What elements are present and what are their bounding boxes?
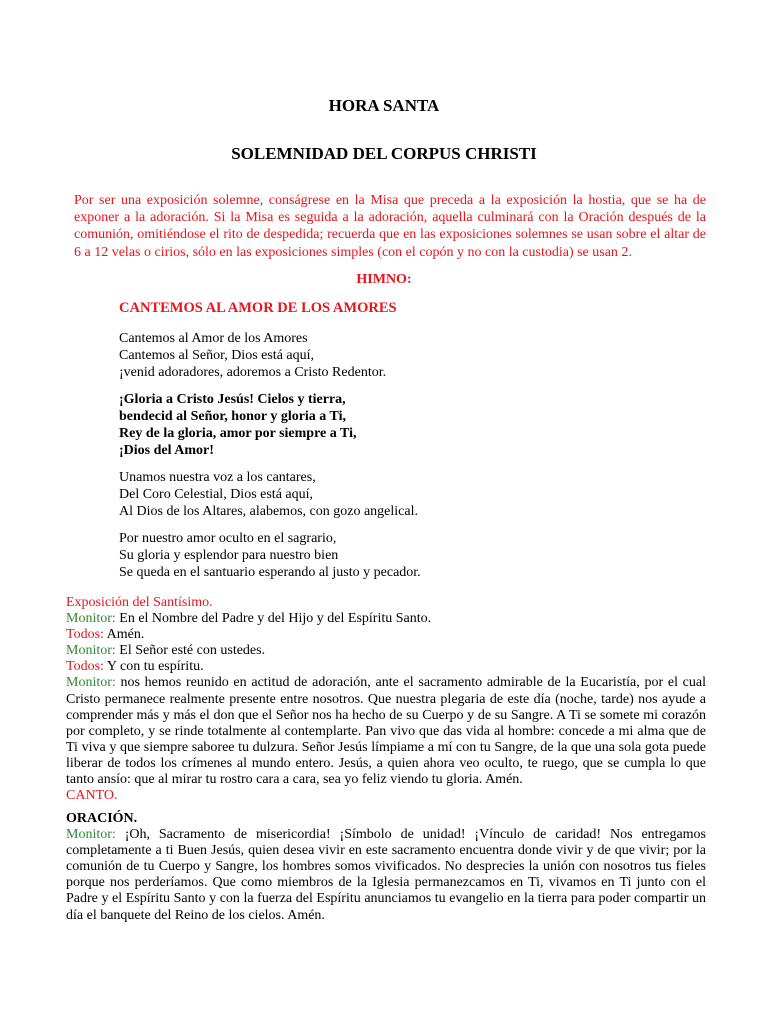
page-title: HORA SANTA: [328, 96, 440, 115]
dialogue-text: Y con tu espíritu.: [103, 659, 204, 675]
hymn-stanza-1: [119, 330, 679, 381]
todos-label: Todos:: [66, 659, 104, 675]
dialogue-text: El Señor esté con ustedes.: [115, 643, 266, 659]
monitor-label: Monitor:: [66, 675, 116, 691]
monitor-label: Monitor:: [66, 827, 116, 843]
dialogue-text: Amén.: [103, 627, 145, 643]
hymn-line: ¡Dios del Amor!: [119, 443, 214, 458]
exposicion-heading: Exposición del Santísimo.: [66, 595, 213, 610]
oracion-text: ¡Oh, Sacramento de misericordia! ¡Símbolo de unidad! ¡Vínculo de caridad! Nos entregamos completamente a ti Buen Jesús, quien desea vivir en este sacramento encuentra donde vivir y de que vivir; por la comunión de tu Cuerpo y Sangre, los hombres somos vivificados. No desprecies la unión con nosotros tus fieles porque nos perderíamos. Que como miembros de la Iglesia permanezcamos en Ti, vivamos en Ti junto con el Padre y el Espíritu Santo y con la fuerza del Espíritu anunciamos tu evangelio en la tierra para poder compartir un día el banquete del Reino de los cielos. Amén.: [66, 827, 706, 923]
hymn-chorus: [119, 391, 679, 459]
liturgy-section: [66, 595, 706, 804]
todos-label: Todos:: [66, 627, 104, 643]
hymn-line: Del Coro Celestial, Dios está aquí,: [119, 487, 314, 502]
reflection-text: nos hemos reunido en actitud de adoración, ante el sacramento admirable de la Eucaristía, por el cual Cristo permanece realmente presente entre nosotros. Que nuestra plegaria de este día (noche, tarde) nos ayude a comprender más y más el don que el Señor nos ha hecho de su Cuerpo y de su Sangre. A Ti se somete mi corazón por completo, y se rinde totalmente al contemplarte. Pan vivo que das vida al hombre: concede a mi alma que de Ti viva y que siempre saboree tu dulzura. Señor Jesús límpiame a mí con tu Sangre, de la que una sola gota puede liberar de todos los crímenes al mundo entero. Jesús, a quien ahora veo oculto, te ruego, que se cumpla lo que tanto ansío: que al mirar tu rostro cara a cara, sea yo feliz viendo tu gloria. Amén.: [66, 675, 706, 788]
dialogue-line: [66, 659, 706, 675]
hymn-line: Cantemos al Señor, Dios está aquí,: [119, 348, 315, 363]
hymn-line: Se queda en el santuario esperando al justo y pecador.: [119, 565, 421, 580]
himno-label: HIMNO:: [356, 272, 412, 287]
hymn-line: Su gloria y esplendor para nuestro bien: [119, 548, 339, 563]
monitor-reflection: [66, 675, 706, 788]
hymn-stanza-3: [119, 530, 679, 581]
oracion-paragraph: [66, 827, 706, 924]
hymn-line: Unamos nuestra voz a los cantares,: [119, 470, 316, 485]
hymn-line: bendecid al Señor, honor y gloria a Ti,: [119, 409, 347, 424]
hymn-line: Al Dios de los Altares, alabemos, con gozo angelical.: [119, 504, 418, 519]
dialogue-text: En el Nombre del Padre y del Hijo y del Espíritu Santo.: [115, 611, 432, 627]
hymn-title: CANTEMOS AL AMOR DE LOS AMORES: [119, 300, 397, 316]
dialogue-line: [66, 611, 706, 627]
monitor-label: Monitor:: [66, 643, 116, 659]
canto-heading: CANTO.: [66, 788, 118, 804]
page-subtitle: SOLEMNIDAD DEL CORPUS CHRISTI: [231, 144, 537, 163]
oracion-heading: ORACIÓN.: [66, 811, 138, 826]
hymn-line: Rey de la gloria, amor por siempre a Ti,: [119, 426, 357, 441]
hymn-line: ¡Gloria a Cristo Jesús! Cielos y tierra,: [119, 392, 346, 407]
dialogue-line: [66, 627, 706, 643]
intro-rubric: Por ser una exposición solemne, conságrese en la Misa que preceda a la exposición la hostia, que se ha de exponer a la adoración. Si la Misa es seguida a la adoración, aquella culminará con la Oración después de la comunión, omitiéndose el rito de despedida; recuerda que en las exposiciones solemnes se usan sobre el altar de 6 a 12 velas o cirios, sólo en las exposiciones simples (con el copón y no con la custodia) se usan 2.: [74, 193, 706, 260]
hymn-line: ¡venid adoradores, adoremos a Cristo Redentor.: [119, 365, 387, 380]
monitor-label: Monitor:: [66, 611, 116, 627]
hymn-stanza-2: [119, 469, 679, 520]
dialogue-line: [66, 643, 706, 659]
hymn-line: Por nuestro amor oculto en el sagrario,: [119, 531, 337, 546]
hymn-line: Cantemos al Amor de los Amores: [119, 331, 308, 346]
oracion-section: [66, 811, 706, 924]
